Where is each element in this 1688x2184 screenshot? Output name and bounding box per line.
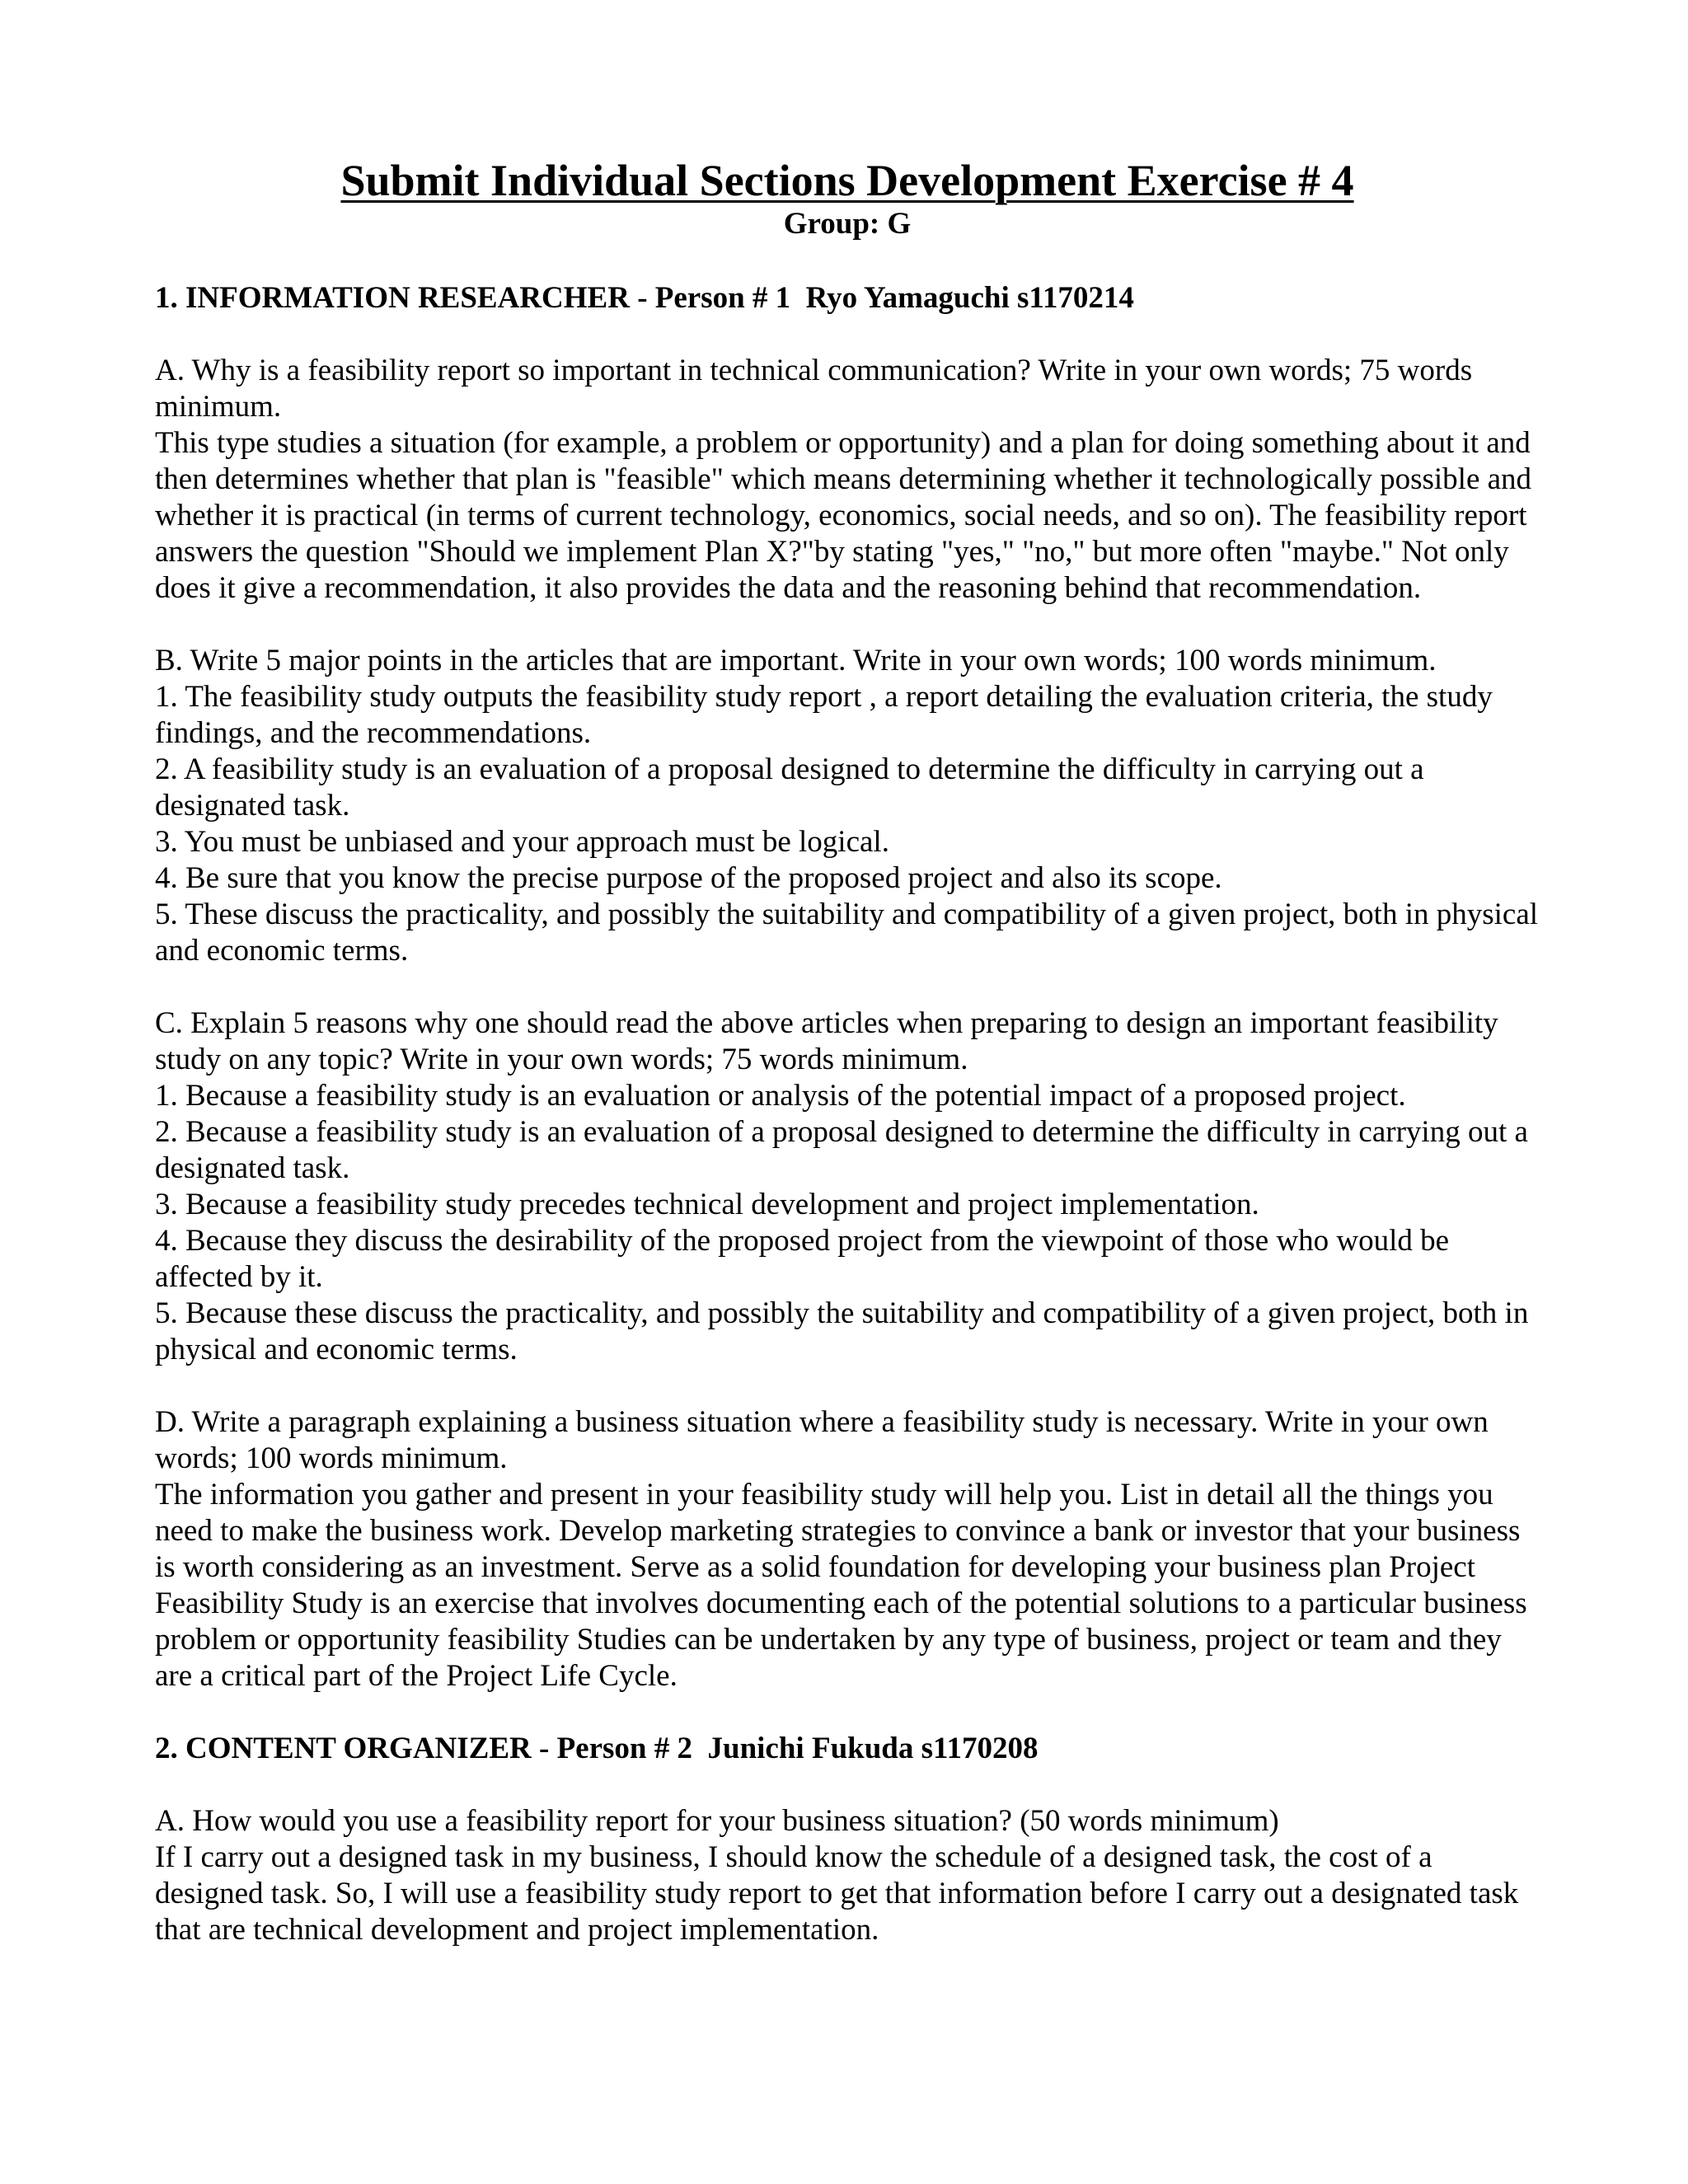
- answer-item: 2. Because a feasibility study is an evaluation of a proposal designed to determine the difficulty in carrying out a designated task.: [155, 1115, 1528, 1185]
- answer-item: 2. A feasibility study is an evaluation of a proposal designed to determine the difficulty in carrying out a designated task.: [155, 752, 1424, 823]
- section-1-heading: 1. INFORMATION RESEARCHER - Person # 1 Ryo Yamaguchi s1170214: [155, 281, 1134, 315]
- answer-item: 1. Because a feasibility study is an evaluation or analysis of the potential impact of a proposed project.: [155, 1079, 1406, 1113]
- group-label: Group: G: [783, 207, 912, 241]
- document-title: Submit Individual Sections Development Exercise # 4: [340, 156, 1354, 205]
- answer-text: This type studies a situation (for example, a problem or opportunity) and a plan for doing something about it and then determines whether that plan is "feasible" which means determining whether it technologically possible and whether it is practical (in terms of current technology, economics, social needs, and so on). The feasibility report answers the question "Should we implement Plan X?"by stating "yes," "no," but more often "maybe." Not only does it give a recommendation, it also provides the data and the reasoning behind that recommendation.: [155, 426, 1532, 605]
- question-text: B. Write 5 major points in the articles that are important. Write in your own words; 100 words minimum.: [155, 644, 1437, 677]
- answer-item: 5. Because these discuss the practicality, and possibly the suitability and compatibility of a given project, both in physical and economic terms.: [155, 1296, 1529, 1366]
- answer-text: The information you gather and present in your feasibility study will help you. List in detail all the things you need to make the business work. Develop marketing strategies to convince a bank or investor that your business is worth considering as an investment. Serve as a solid foundation for developing your business plan Project Feasibility Study is an exercise that involves documenting each of the potential solutions to a particular business problem or opportunity feasibility Studies can be undertaken by any type of business, project or team and they are a critical part of the Project Life Cycle.: [155, 1478, 1527, 1693]
- section-1-question-c: [155, 1005, 1540, 1368]
- question-text: D. Write a paragraph explaining a business situation where a feasibility study is necessary. Write in your own words; 100 words minimum.: [155, 1405, 1489, 1475]
- question-text: C. Explain 5 reasons why one should read the above articles when preparing to design an important feasibility study on any topic? Write in your own words; 75 words minimum.: [155, 1006, 1498, 1076]
- section-1-question-a: [155, 353, 1540, 607]
- document-page: [155, 155, 1540, 1948]
- answer-item: 5. These discuss the practicality, and possibly the suitability and compatibility of a given project, both in physical and economic terms.: [155, 898, 1539, 968]
- answer-item: 3. Because a feasibility study precedes technical development and project implementation.: [155, 1188, 1259, 1221]
- question-text: A. Why is a feasibility report so important in technical communication? Write in your own words; 75 words minimum.: [155, 354, 1473, 424]
- answer-item: 3. You must be unbiased and your approach must be logical.: [155, 825, 889, 859]
- section-2-heading: 2. CONTENT ORGANIZER - Person # 2 Junichi Fukuda s1170208: [155, 1732, 1039, 1765]
- question-text: A. How would you use a feasibility report for your business situation? (50 words minimum): [155, 1804, 1279, 1838]
- answer-item: 1. The feasibility study outputs the feasibility study report , a report detailing the evaluation criteria, the study findings, and the recommendations.: [155, 680, 1493, 750]
- answer-text: If I carry out a designed task in my business, I should know the schedule of a designed task, the cost of a designed task. So, I will use a feasibility study report to get that information before I carry out a designated task that are technical development and project implementation.: [155, 1840, 1519, 1947]
- section-1-question-d: [155, 1404, 1540, 1694]
- section-1-question-b: [155, 643, 1540, 969]
- answer-item: 4. Be sure that you know the precise purpose of the proposed project and also its scope.: [155, 861, 1222, 895]
- answer-item: 4. Because they discuss the desirability of the proposed project from the viewpoint of those who would be affected by it.: [155, 1224, 1450, 1294]
- section-2-question-a: [155, 1803, 1540, 1948]
